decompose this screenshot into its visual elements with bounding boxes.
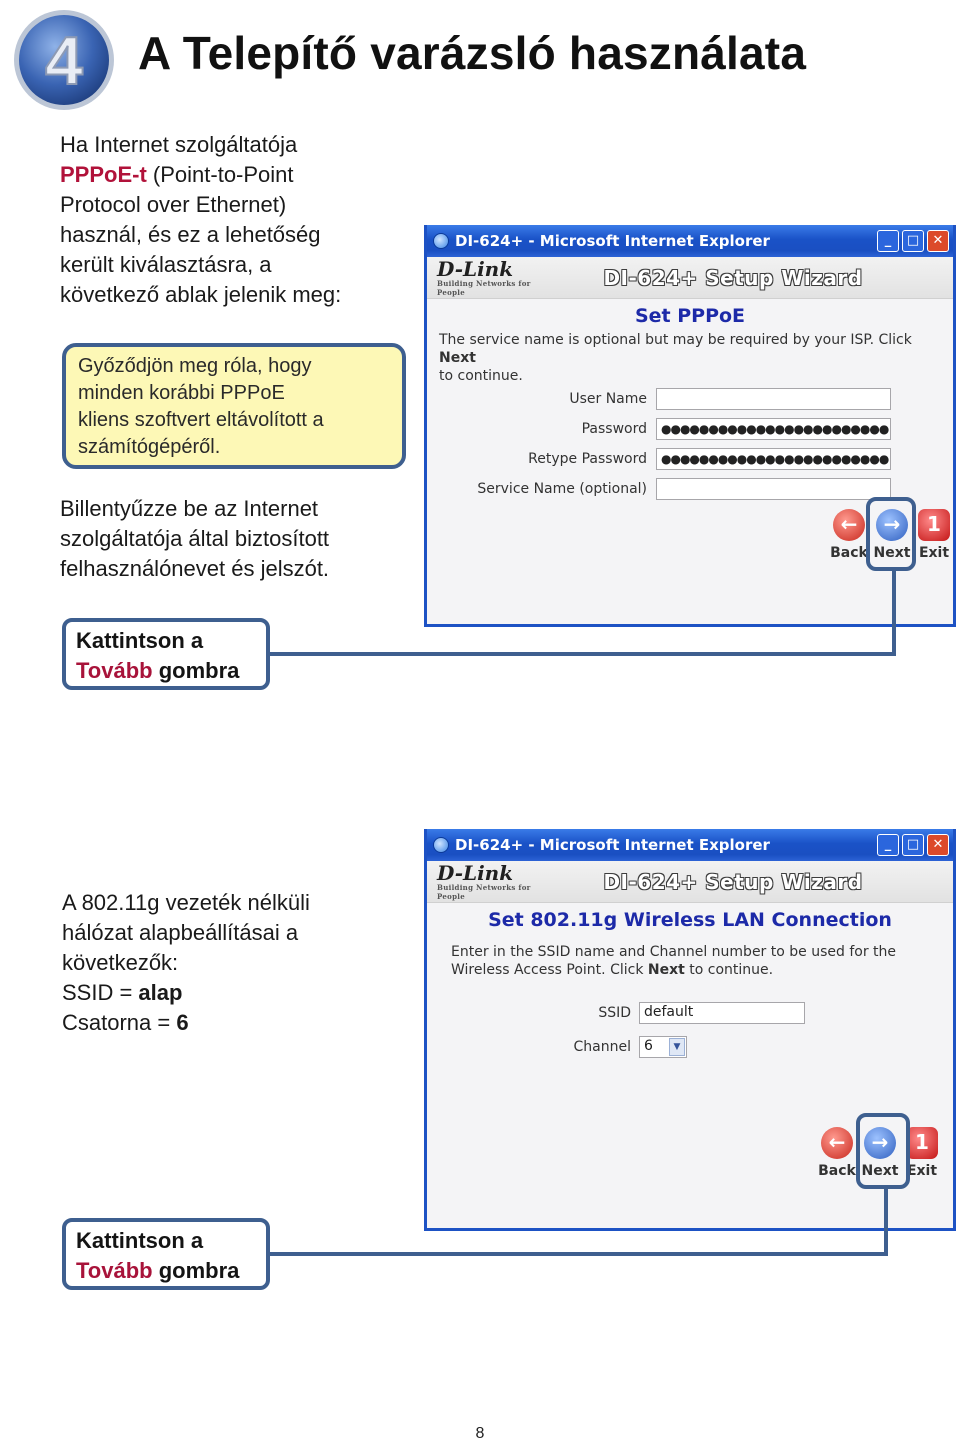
- maximize-icon[interactable]: □: [902, 230, 924, 252]
- callout-connector-1-vertical: [892, 568, 896, 656]
- channel-label: Channel: [573, 1039, 631, 1055]
- next-arrow-icon: →: [864, 1127, 896, 1159]
- password-input[interactable]: ●●●●●●●●●●●●●●●●●●●●●●●●: [656, 418, 891, 440]
- dlink-header: [427, 861, 953, 903]
- ssid-input[interactable]: default: [639, 1002, 805, 1024]
- chevron-down-icon: ▼: [669, 1038, 685, 1056]
- wizard-subtitle: Set 802.11g Wireless LAN Connection: [488, 909, 892, 931]
- next-arrow-icon: →: [876, 509, 908, 541]
- pppoe-highlight: PPPoE-t: [60, 162, 147, 187]
- next-button-highlight: [866, 497, 916, 571]
- ie-titlebar: DI-624+ - Microsoft Internet Explorer _ □ ✕: [427, 225, 953, 257]
- retype-password-label: Retype Password: [528, 451, 647, 467]
- exit-button[interactable]: 1 Exit: [914, 509, 954, 561]
- next-button[interactable]: → Next: [860, 1127, 900, 1179]
- back-arrow-icon: ←: [821, 1127, 853, 1159]
- minimize-icon[interactable]: _: [877, 230, 899, 252]
- password-label: Password: [581, 421, 647, 437]
- user-name-label: User Name: [569, 391, 647, 407]
- callout-connector-2: [268, 1252, 888, 1256]
- channel-select[interactable]: 6 ▼: [639, 1036, 687, 1058]
- service-name-input[interactable]: [656, 478, 891, 500]
- service-name-label: Service Name (optional): [477, 481, 647, 497]
- wizard-title: DI-624+ Setup Wizard: [603, 265, 863, 290]
- maximize-icon[interactable]: □: [902, 834, 924, 856]
- next-button-highlight: [856, 1113, 910, 1189]
- next-button[interactable]: → Next: [872, 509, 912, 561]
- callout-connector-2-vertical: [884, 1186, 888, 1256]
- dlink-header: [427, 257, 953, 299]
- back-arrow-icon: ←: [833, 509, 865, 541]
- close-icon[interactable]: ✕: [927, 834, 949, 856]
- click-next-callout-2: Kattintson a Tovább gombra: [62, 1218, 270, 1290]
- ie-browser-icon: [433, 233, 449, 249]
- exit-icon: 1: [918, 509, 950, 541]
- wizard-subtitle: Set PPPoE: [634, 305, 746, 327]
- close-icon[interactable]: ✕: [927, 230, 949, 252]
- ie-browser-icon: [433, 837, 449, 853]
- dlink-logo: D-Link Building Networks for People: [437, 860, 531, 901]
- user-name-input[interactable]: [656, 388, 891, 410]
- ie-titlebar: DI-624+ - Microsoft Internet Explorer _ □ ✕: [427, 829, 953, 861]
- pppoe-note-box: Győződjön meg róla, hogy minden korábbi PPPoE kliens szoftvert eltávolított a számítógépéről.: [62, 343, 406, 469]
- wizard-description: Enter in the SSID name and Channel number to be used for the Wireless Access Point. Click Next to continue.: [451, 944, 897, 978]
- svg-text:4: 4: [45, 23, 83, 99]
- wireless-defaults-text: A 802.11g vezeték nélküli hálózat alapbeállításai a következők: SSID = alap Csatorna = 6: [62, 890, 310, 1035]
- back-button[interactable]: ← Back: [829, 509, 869, 561]
- ssid-label: SSID: [598, 1005, 631, 1021]
- credentials-instruction: Billentyűzze be az Internet szolgáltatója által biztosított felhasználónevet és jelszót.: [60, 496, 330, 581]
- step-number-badge: [12, 8, 116, 112]
- page-title: A Telepítő varázsló használata: [138, 27, 807, 79]
- minimize-icon[interactable]: _: [877, 834, 899, 856]
- dlink-logo: D-Link Building Networks for People: [437, 256, 531, 297]
- pppoe-intro-text: Ha Internet szolgáltatója PPPoE-t (Point-to-Point Protocol over Ethernet) használ, és ez a lehetőség került kiválasztásra, a következő ablak jelenik meg:: [60, 132, 342, 307]
- exit-icon: 1: [906, 1127, 938, 1159]
- wizard-title: DI-624+ Setup Wizard: [603, 869, 863, 894]
- page-number: 8: [475, 1425, 485, 1442]
- exit-button[interactable]: 1 Exit: [902, 1127, 942, 1179]
- back-button[interactable]: ← Back: [817, 1127, 857, 1179]
- wizard-description: The service name is optional but may be required by your ISP. Click Next to continue.: [439, 332, 912, 384]
- click-next-callout-1: Kattintson a Tovább gombra: [62, 618, 270, 690]
- retype-password-input[interactable]: ●●●●●●●●●●●●●●●●●●●●●●●●: [656, 448, 891, 470]
- callout-connector-1: [268, 652, 896, 656]
